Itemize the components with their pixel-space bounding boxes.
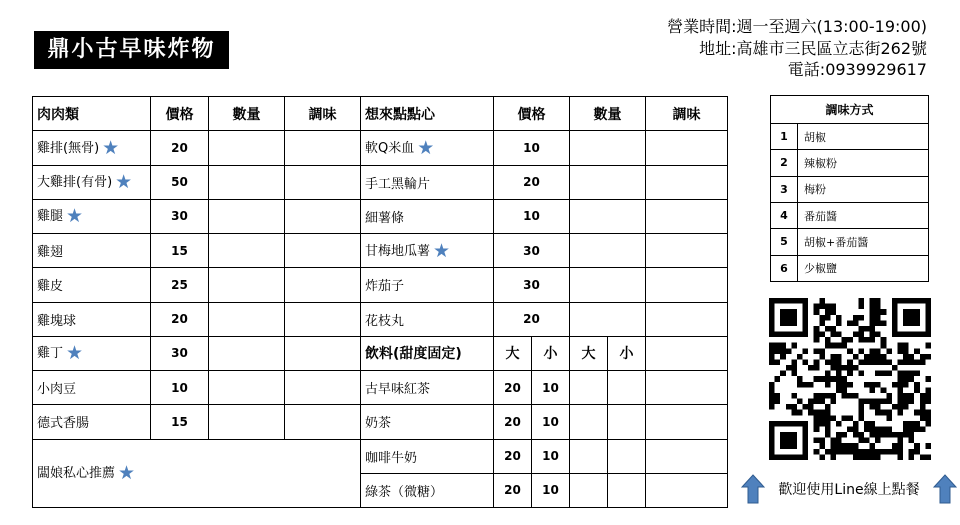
- seasoning-number: [771, 229, 798, 255]
- item-price: [151, 165, 209, 199]
- item-price-text: 20: [523, 312, 540, 327]
- item-name-text: 細薯條: [365, 210, 405, 226]
- seasoning-number-text: 1: [780, 130, 788, 144]
- header-seasoning-text: 調味: [308, 106, 337, 123]
- table-header-row: [33, 97, 728, 131]
- qty-cell[interactable]: [209, 199, 285, 233]
- seasoning-row: [771, 150, 929, 176]
- item-price-text: 20: [171, 140, 188, 155]
- seasoning-header-row: [771, 96, 929, 124]
- item-name: [33, 199, 151, 233]
- seasoning-number-text: 5: [780, 235, 788, 249]
- drink-price-small-text: 10: [542, 483, 559, 498]
- drink-price-large-text: 20: [504, 449, 521, 464]
- order-table: [32, 96, 728, 508]
- seasoning-cell[interactable]: [646, 268, 728, 302]
- drink-price-small: [532, 405, 570, 439]
- seasoning-row: [771, 123, 929, 149]
- qr-code[interactable]: [769, 298, 931, 460]
- table-row: [33, 199, 728, 233]
- item-price-text: 15: [171, 243, 188, 258]
- item-name: [361, 199, 494, 233]
- item-price-text: 20: [171, 312, 188, 327]
- drink-price-small-text: 10: [542, 380, 559, 395]
- table-row: [33, 439, 728, 473]
- item-name: [33, 131, 151, 165]
- recommend-note: [33, 439, 361, 508]
- header-qty: [209, 97, 285, 131]
- seasoning-cell[interactable]: [285, 268, 361, 302]
- item-name: [361, 234, 494, 268]
- qty-cell[interactable]: [209, 131, 285, 165]
- header-qty: [570, 97, 646, 131]
- qty-cell[interactable]: [570, 234, 646, 268]
- size-small: [532, 336, 570, 370]
- header-snack: [361, 97, 494, 131]
- drink-price-large: [494, 405, 532, 439]
- line-order-text: 歡迎使用Line線上點餐: [778, 482, 920, 498]
- seasoning-label-text: 辣椒粉: [804, 156, 837, 170]
- header-meat: [33, 97, 151, 131]
- seasoning-label-text: 胡椒+番茄醬: [804, 235, 869, 249]
- star-icon: ★: [102, 136, 120, 159]
- seasoning-cell[interactable]: [285, 371, 361, 405]
- header-seasoning: [285, 97, 361, 131]
- item-price-text: 25: [171, 277, 188, 292]
- qty-cell[interactable]: [570, 199, 646, 233]
- item-price-text: 20: [523, 175, 540, 190]
- qty-cell[interactable]: [570, 165, 646, 199]
- item-price-text: 10: [523, 209, 540, 224]
- seasoning-number: [771, 123, 798, 149]
- qty-cell[interactable]: [209, 268, 285, 302]
- seasoning-label: [798, 229, 929, 255]
- seasoning-number: [771, 202, 798, 228]
- seasoning-cell[interactable]: [285, 405, 361, 439]
- seasoning-label: [798, 255, 929, 281]
- seasoning-cell[interactable]: [646, 131, 728, 165]
- item-name-text: 炸茄子: [365, 279, 405, 295]
- drink-price-small: [532, 439, 570, 473]
- drink-name-text: 奶茶: [365, 416, 392, 432]
- item-name-text: 雞腿: [37, 209, 64, 225]
- drink-name: [361, 405, 494, 439]
- store-phone[interactable]: 電話:0939929617: [787, 60, 927, 79]
- seasoning-row: [771, 255, 929, 281]
- store-info: [667, 16, 927, 81]
- item-price: [494, 199, 570, 233]
- business-hours: 營業時間:週一至週六(13:00-19:00): [667, 17, 927, 36]
- seasoning-label-text: 番茄醬: [804, 209, 837, 223]
- arrow-up-icon: [741, 474, 765, 504]
- seasoning-cell[interactable]: [285, 234, 361, 268]
- drink-price-large: [494, 473, 532, 507]
- item-name-text: 雞丁: [37, 346, 64, 362]
- star-icon: ★: [118, 462, 136, 485]
- header-meat-text: 肉肉類: [37, 106, 79, 123]
- drinks-header-text: 飲料(甜度固定): [365, 346, 462, 363]
- item-price: [151, 131, 209, 165]
- item-price: [494, 302, 570, 336]
- qty-cell[interactable]: [209, 302, 285, 336]
- item-name-text: 大雞排(有骨): [37, 175, 113, 191]
- item-name-text: 甘梅地瓜薯: [365, 243, 431, 259]
- item-price: [151, 405, 209, 439]
- item-price-text: 30: [523, 243, 540, 258]
- seasoning-title-text: 調味方式: [825, 102, 874, 117]
- drink-price-small: [532, 371, 570, 405]
- star-icon: ★: [115, 171, 133, 194]
- header-seasoning-text: 調味: [672, 106, 701, 123]
- item-name-text: 花枝丸: [365, 313, 405, 329]
- item-price: [494, 165, 570, 199]
- seasoning-row: [771, 176, 929, 202]
- recommend-note-text: 闆娘私心推薦: [37, 466, 116, 482]
- seasoning-row: [771, 202, 929, 228]
- size-small: [608, 336, 646, 370]
- item-name-text: 雞排(無骨): [37, 140, 100, 156]
- qty-small-cell[interactable]: [608, 439, 646, 473]
- drink-price-large-text: 20: [504, 483, 521, 498]
- header-snack-text: 想來點點心: [365, 106, 435, 123]
- qty-cell[interactable]: [209, 234, 285, 268]
- item-name-text: 雞皮: [37, 279, 64, 295]
- item-name: [361, 302, 494, 336]
- seasoning-label-text: 梅粉: [804, 183, 826, 197]
- item-name: [33, 165, 151, 199]
- drink-name: [361, 439, 494, 473]
- size-large: [570, 336, 608, 370]
- item-name: [361, 268, 494, 302]
- table-row: [33, 405, 728, 439]
- item-price: [151, 268, 209, 302]
- star-icon: ★: [66, 205, 84, 228]
- header-qty-text: 數量: [593, 106, 622, 123]
- seasoning-number-text: 6: [780, 261, 788, 275]
- item-name-text: 雞翅: [37, 245, 64, 261]
- header-price-text: 價格: [517, 106, 546, 123]
- item-name-text: 德式香腸: [37, 416, 90, 432]
- item-price-text: 30: [523, 277, 540, 292]
- size-large-text: 大: [505, 346, 520, 363]
- seasoning-label: [798, 202, 929, 228]
- item-price-text: 50: [171, 175, 188, 190]
- drink-name-text: 古早味紅茶: [365, 382, 431, 398]
- item-price: [494, 234, 570, 268]
- brand-title: 鼎小古早味炸物: [34, 31, 229, 69]
- header-seasoning: [646, 97, 728, 131]
- table-row: [33, 371, 728, 405]
- qty-cell[interactable]: [570, 302, 646, 336]
- size-large-text: 大: [581, 346, 596, 363]
- item-price: [494, 268, 570, 302]
- item-price: [151, 336, 209, 370]
- star-icon: ★: [433, 239, 451, 262]
- qty-large-cell[interactable]: [570, 371, 608, 405]
- drink-price-large: [494, 371, 532, 405]
- qty-large-cell[interactable]: [570, 439, 608, 473]
- seasoning-cell[interactable]: [285, 336, 361, 370]
- qty-small-cell[interactable]: [608, 405, 646, 439]
- seasoning-row: [771, 229, 929, 255]
- seasoning-cell[interactable]: [285, 199, 361, 233]
- item-name: [33, 371, 151, 405]
- table-row: [33, 165, 728, 199]
- seasoning-label-text: 少椒鹽: [804, 262, 837, 276]
- seasoning-cell[interactable]: [646, 165, 728, 199]
- item-name: [33, 268, 151, 302]
- item-price: [151, 302, 209, 336]
- drink-price-small-text: 10: [542, 414, 559, 429]
- size-small-text: 小: [619, 346, 634, 363]
- drink-price-small: [532, 473, 570, 507]
- item-name: [33, 302, 151, 336]
- item-name: [33, 336, 151, 370]
- table-row: [33, 336, 728, 370]
- seasoning-cell[interactable]: [285, 165, 361, 199]
- qty-large-cell[interactable]: [570, 473, 608, 507]
- drink-price-small-text: 10: [542, 449, 559, 464]
- item-name: [361, 165, 494, 199]
- item-price: [151, 371, 209, 405]
- item-name-text: 軟Q米血: [365, 140, 415, 156]
- qty-large-cell[interactable]: [570, 405, 608, 439]
- blank-cell: [646, 405, 728, 439]
- drink-name: [361, 473, 494, 507]
- item-price: [494, 131, 570, 165]
- table-row: [33, 268, 728, 302]
- size-large: [494, 336, 532, 370]
- table-row: [33, 234, 728, 268]
- header-qty-text: 數量: [232, 106, 261, 123]
- star-icon: ★: [66, 342, 84, 365]
- qty-cell[interactable]: [570, 131, 646, 165]
- size-small-text: 小: [543, 346, 558, 363]
- seasoning-number-text: 3: [780, 182, 788, 196]
- seasoning-number: [771, 255, 798, 281]
- seasoning-label: [798, 123, 929, 149]
- qty-cell[interactable]: [209, 165, 285, 199]
- drink-price-large-text: 20: [504, 380, 521, 395]
- qty-small-cell[interactable]: [608, 473, 646, 507]
- blank-cell: [646, 336, 728, 370]
- seasoning-cell[interactable]: [646, 302, 728, 336]
- item-name: [361, 131, 494, 165]
- item-name: [33, 405, 151, 439]
- header-price-text: 價格: [165, 106, 194, 123]
- header-price: [151, 97, 209, 131]
- seasoning-cell[interactable]: [285, 302, 361, 336]
- item-price: [151, 199, 209, 233]
- blank-cell: [646, 371, 728, 405]
- blank-cell: [646, 439, 728, 473]
- store-address: 地址:高雄市三民區立志街262號: [699, 38, 927, 58]
- item-price-text: 15: [171, 414, 188, 429]
- qty-cell[interactable]: [209, 371, 285, 405]
- item-price-text: 30: [171, 346, 188, 361]
- item-price-text: 10: [171, 380, 188, 395]
- item-name-text: 雞塊球: [37, 313, 77, 329]
- drink-name-text: 咖啡牛奶: [365, 450, 418, 466]
- seasoning-label: [798, 150, 929, 176]
- seasoning-number: [771, 150, 798, 176]
- qty-cell[interactable]: [209, 405, 285, 439]
- item-name-text: 小肉豆: [37, 382, 77, 398]
- seasoning-number: [771, 176, 798, 202]
- seasoning-number-text: 2: [780, 156, 788, 170]
- qty-cell[interactable]: [209, 336, 285, 370]
- seasoning-table: [770, 95, 929, 282]
- header-price: [494, 97, 570, 131]
- item-price-text: 10: [523, 140, 540, 155]
- drinks-header: [361, 336, 494, 370]
- blank-cell: [646, 473, 728, 507]
- seasoning-label-text: 胡椒: [804, 130, 826, 144]
- qty-cell[interactable]: [570, 268, 646, 302]
- drink-name: [361, 371, 494, 405]
- table-row: [33, 131, 728, 165]
- seasoning-cell[interactable]: [646, 199, 728, 233]
- star-icon: ★: [417, 136, 435, 159]
- drink-price-large-text: 20: [504, 414, 521, 429]
- table-row: [33, 302, 728, 336]
- qty-small-cell[interactable]: [608, 371, 646, 405]
- arrow-up-icon: [933, 474, 957, 504]
- item-name: [33, 234, 151, 268]
- item-price-text: 30: [171, 209, 188, 224]
- seasoning-title: [771, 96, 929, 124]
- seasoning-number-text: 4: [780, 209, 788, 223]
- drink-name-text: 綠茶（微糖）: [365, 484, 444, 500]
- line-order-note[interactable]: [741, 474, 957, 504]
- item-price: [151, 234, 209, 268]
- seasoning-cell[interactable]: [285, 131, 361, 165]
- seasoning-label: [798, 176, 929, 202]
- drink-price-large: [494, 439, 532, 473]
- item-name-text: 手工黑輪片: [365, 176, 431, 192]
- seasoning-cell[interactable]: [646, 234, 728, 268]
